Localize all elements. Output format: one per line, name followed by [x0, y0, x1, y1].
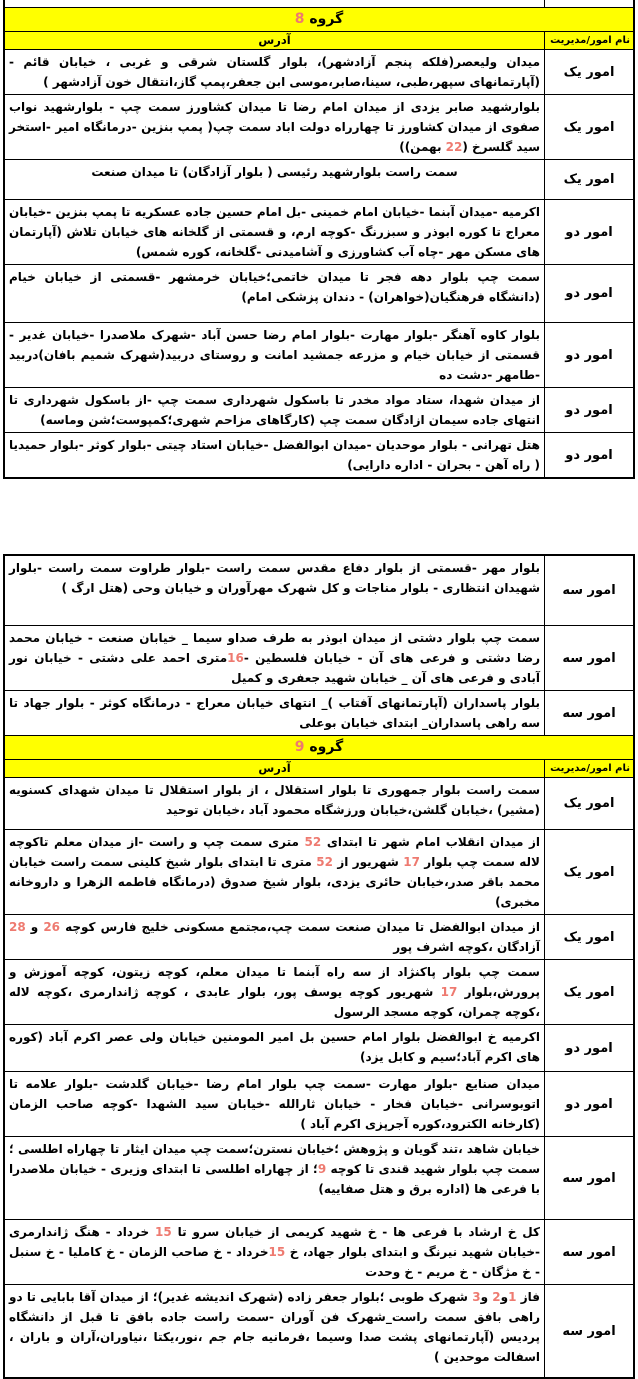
table-row [5, 1136, 633, 1219]
address-cell: میدان صنایع -بلوار مهارت -سمت چپ بلوار امام رضا -خیابان گلدشت -بلوار علامه تا اتوبوسرانی -خیابان فخار - خیابان ثارالله -خیابان سید الشهدا -کوچه صاحب الزمان (کارخانه الکترود،کوره آجرپزی اکرم آباد ) [9, 1077, 540, 1131]
management-label: امور دو [565, 286, 613, 301]
address-cell: از میدان شهدا، ستاد مواد مخدر تا باسکول شهرداری سمت چپ -از باسکول شهرداری تا انتهای جاده سیمان ازادگان سمت چپ (کارگاهای مزاحم شهری؛کمپوست؛شن وماسه) [9, 393, 540, 427]
management-cell [544, 1137, 633, 1219]
management-label: امور یک [563, 929, 615, 945]
group9-title: گروه 9 [5, 736, 633, 759]
group8-column-header-row [5, 31, 633, 49]
management-label: امور سه [562, 1170, 616, 1186]
management-label: امور یک [563, 64, 615, 80]
management-cell [544, 200, 633, 264]
management-label: امور سه [562, 583, 616, 598]
table-row [5, 1219, 633, 1284]
group9-column-header-row [5, 759, 633, 777]
management-cell [544, 626, 633, 690]
table-row [5, 159, 633, 199]
management-label: امور دو [565, 402, 613, 418]
table-row [5, 49, 633, 94]
address-cell: سمت چپ بلوار دهه فجر تا میدان خاتمی؛خیابان خرمشهر -قسمتی از خیابان خیام (دانشگاه فرهنگیان(خواهران) - دندان پزشکی امام) [9, 270, 540, 304]
management-cell [544, 1285, 633, 1377]
table-row [5, 914, 633, 959]
management-cell [544, 960, 633, 1024]
management-cell [544, 160, 633, 199]
management-cell [544, 0, 633, 7]
address-cell: بلوار مهر -قسمتی از بلوار دفاع مقدس سمت راست -بلوار طراوت سمت راست -بلوار شهیدان انتظاری - بلوار مناجات و کل شهرک مهرآوران و خیابان وحی (هتل ارگ ) [9, 561, 540, 595]
address-cell [5, 0, 544, 7]
address-cell: بلوار پاسداران (آپارتمانهای آفتاب )_ انتهای خیابان معراج - درمانگاه کوثر - بلوار جهاد تا سه راهی پاسداران_ ابتدای خیابان بوعلی [9, 696, 540, 730]
table-row [5, 556, 633, 625]
address-cell: از میدان ابوالفضل تا میدان صنعت سمت چپ،مجتمع مسکونی خلیج فارس کوچه 26 و 28 آزادگان ،کوچه اشرف پور [9, 920, 540, 954]
table-row [5, 959, 633, 1024]
table-row [5, 625, 633, 690]
previous-table-remnant-row [5, 0, 633, 7]
table-row [5, 690, 633, 735]
management-label: امور دو [565, 1040, 613, 1056]
address-cell: سمت چپ بلوار پاکنژاد از سه راه آبنما تا میدان معلم، کوچه زیتون، کوچه آموزش و پرورش،بلوار 17 شهریور کوچه یوسف پور، بلوار عابدی ، کوچه ژاندارمری ،کوچه لاله ،کوچه چمران، کوچه مسجد الرسول [9, 965, 540, 1019]
table-row [5, 829, 633, 914]
address-cell: سمت راست بلوار جمهوری تا بلوار استقلال ، از بلوار استقلال تا میدان شهدای کسنویه (مشیر) ،خیابان گلشن،خیابان ورزشگاه محمود آباد ،خیابان توحید [9, 783, 540, 817]
management-cell [544, 1072, 633, 1136]
address-column-header: آدرس [5, 760, 544, 777]
table-row [5, 199, 633, 264]
table-row [5, 1284, 633, 1377]
address-cell: خیابان شاهد ،تند گویان و پژوهش ؛خیابان نسترن؛سمت چپ میدان ایثار تا چهاراه اطلسی ؛سمت چپ بلوار شهید قندی تا کوچه 9؛ از چهاراه اطلسی تا ابتدای وزیری - خیابان ملاصدرا با فرعی ها (اداره برق و هتل صفاییه) [9, 1142, 540, 1196]
group8-table [3, 0, 635, 479]
management-label: امور یک [563, 172, 615, 187]
management-label: امور دو [565, 447, 613, 463]
management-label: امور دو [565, 347, 613, 363]
group9-title-row [5, 735, 633, 759]
management-cell [544, 1025, 633, 1071]
group8-title-row [5, 7, 633, 31]
address-cell: بلوارشهید صابر یزدی از میدان امام رضا تا میدان کشاورز سمت چپ - بلوارشهید نواب صفوی از میدان کشاورز تا چهارراه دولت اباد سمت چپ( پمپ بنزین -درمانگاه امیر -استخر سید گلسرخ (22 بهمن)) [9, 100, 540, 154]
page-break-gap [0, 479, 638, 554]
management-label: امور یک [563, 119, 615, 135]
management-label: امور سه [562, 1244, 616, 1260]
management-label: امور دو [565, 1096, 613, 1112]
management-cell [544, 323, 633, 387]
management-cell [544, 388, 633, 432]
table-row [5, 1024, 633, 1071]
table-row [5, 264, 633, 322]
management-cell [544, 433, 633, 477]
address-cell: از میدان انقلاب امام شهر تا ابتدای 52 متری سمت چپ و راست -از میدان معلم تاکوچه لاله سمت چپ بلوار 17 شهریور از 52 متری تا ابتدای بلوار شیخ کلینی سمت راست خیابان محمد باقر صدر،خیابان حائری یزدی، بلوار شیخ صدوق (درمانگاه فاطمه الزهرا و داروخانه مخبری) [9, 835, 541, 909]
address-cell: سمت راست بلوارشهید رئیسی ( بلوار آزادگان) تا میدان صنعت [91, 165, 458, 179]
management-cell [544, 778, 633, 829]
address-cell: اکرمیه خ ابوالفضل بلوار امام حسین بل امیر المومنین خیابان ولی عصر اکرم آباد (کوره های اکرم آباد؛سیم و کابل یزد) [9, 1030, 540, 1064]
management-label: امور یک [563, 984, 615, 1000]
management-label: امور سه [562, 705, 616, 721]
table-row [5, 777, 633, 829]
management-cell [544, 915, 633, 959]
group9-table [3, 554, 635, 1379]
address-cell: هتل تهرانی - بلوار موحدیان -میدان ابوالفضل -خیابان استاد چیتی -بلوار کوثر -بلوار حمیدیا ( راه آهن - بحران - اداره دارایی) [9, 438, 540, 472]
group8-title: گروه 8 [5, 8, 633, 31]
address-cell: کل خ ارشاد با فرعی ها - خ شهید کریمی از خیابان سرو تا 15 خرداد - هنگ ژاندارمری -خیابان شهید نیرنگ و ابتدای بلوار جهاد، خ 15خرداد - خ صاحب الزمان - خ کاملیا - خ سنبل - خ مژگان - خ مریم - خ وحدت [9, 1225, 540, 1279]
management-label: امور یک [563, 796, 615, 811]
table-row [5, 322, 633, 387]
management-cell [544, 691, 633, 735]
address-cell: بلوار کاوه آهنگر -بلوار مهارت -بلوار امام رضا حسن آباد -شهرک ملاصدرا -خیابان غدیر - قسمتی از خیابان خیام و مزرعه جمشید امانت و روستای دربید(شهرک شمیم بافان)دربید -طامهر -دشت ده [9, 328, 540, 382]
management-column-header: نام امور/مدیریت [544, 32, 633, 49]
table-row [5, 94, 633, 159]
management-cell [544, 556, 633, 625]
address-column-header: آدرس [5, 32, 544, 49]
address-cell: میدان ولیعصر(فلکه پنجم آزادشهر)، بلوار گلستان شرقی و غربی ، خیابان قائم - (آپارتمانهای سپهر،طبی، سینا،صابر،موسی ابن جعفر،پمپ گاز،انتقال خون آزادشهر ) [9, 55, 540, 89]
management-label: امور سه [562, 1323, 616, 1339]
management-cell [544, 830, 633, 914]
table-row [5, 1071, 633, 1136]
management-label: امور سه [562, 650, 616, 666]
management-label: امور دو [565, 224, 613, 240]
table-row [5, 387, 633, 432]
table-row [5, 432, 633, 477]
management-cell [544, 1220, 633, 1284]
management-cell [544, 95, 633, 159]
address-cell: اکرمیه -میدان آبنما -خیابان امام خمینی -بل امام حسین جاده عسکریه تا پمپ بنزین -خیابان معراج تا کوره ابوذر و سبزرنگ -کوچه ارم، و قسمتی از گلخانه های خیابان تلاش (آپارتمان های مسکن مهر -چاه آب کشاورزی و آشامیدنی -گلخانه، کوره شمس) [9, 205, 540, 259]
management-column-header: نام امور/مدیریت [544, 760, 633, 777]
address-cell: سمت چپ بلوار دشتی از میدان ابوذر به طرف صداو سیما _ خیابان صنعت - خیابان محمد رضا دشتی و فرعی های آن - خیابان فلسطین -16متری احمد علی دشتی - خیابان نور آبادی و فرعی های آن _ خیابان شهید جعفری و کمیل [9, 631, 540, 685]
management-cell [544, 50, 633, 94]
address-cell: فاز 1و2 و3 شهرک طوبی ؛بلوار جعفر زاده (شهرک اندیشه غدیر)؛ از میدان آقا بابایی تا دو راهی بافق سمت راست_شهرک فن آوران -سمت راست جاده بافق تا قبل از دانشگاه پردیس (آپارتمانهای پشت صدا وسیما ،فرمانیه جام جم ،نور،یکتا ،نیاوران،آران و باران ، اسفالت موحدین ) [9, 1290, 541, 1364]
management-cell [544, 265, 633, 322]
management-label: امور یک [563, 864, 615, 880]
